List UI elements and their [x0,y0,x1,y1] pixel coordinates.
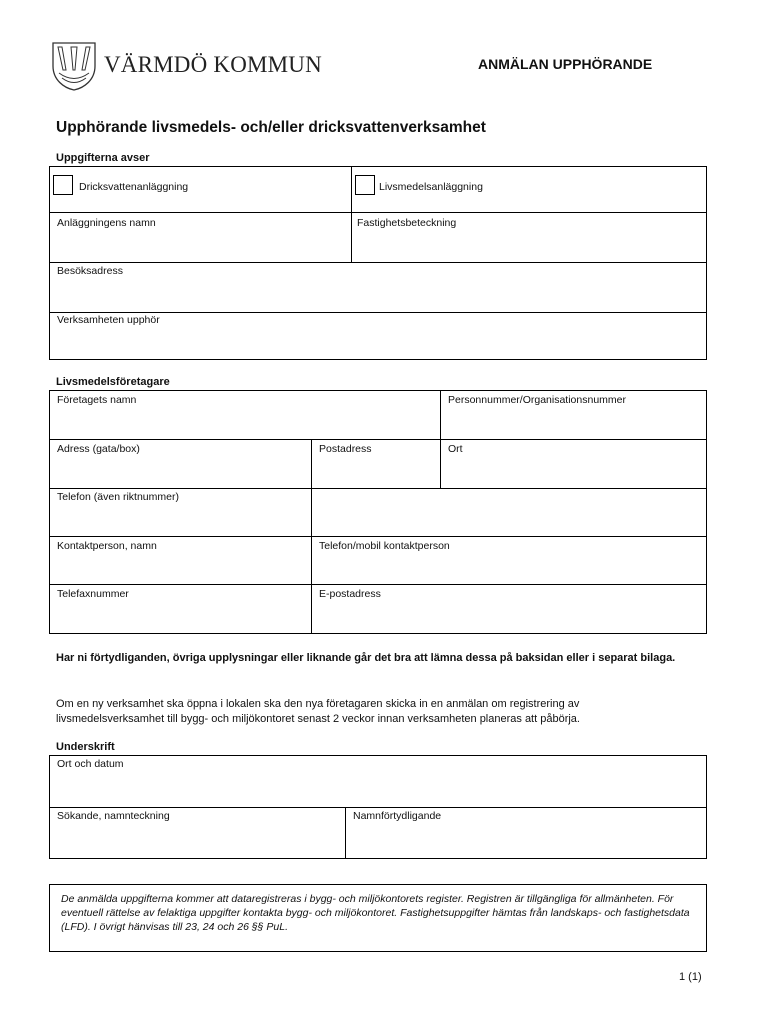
property-designation-field[interactable]: Fastighetsbeteckning [357,217,457,229]
id-number-field[interactable]: Personnummer/Organisationsnummer [448,394,626,406]
privacy-note: De anmälda uppgifterna kommer att dataregistreras i bygg- och miljökontorets register. Registren är tillgängliga för allmänheten. För eventuell rättelse av felaktiga uppgifter kontakta bygg- och miljökontoret. Fastighetsuppgifter hämtas från landskaps- och fastighetsdata (LFD). I övrigt hänvisas till 23, 24 och 26 §§ PuL. [61,893,690,933]
clarification-note: Har ni förtydliganden, övriga upplysningar eller liknande går det bra att lämna dessa på baksidan eller i separat bilaga. [56,652,676,664]
company-name-field[interactable]: Företagets namn [57,394,137,406]
drinking-water-checkbox[interactable] [53,175,73,195]
divider [49,536,707,537]
contact-person-field[interactable]: Kontaktperson, namn [57,540,157,552]
business-ends-field[interactable]: Verksamheten upphör [57,314,160,326]
name-clarification-field[interactable]: Namnförtydligande [353,810,442,822]
phone-field[interactable]: Telefon (även riktnummer) [57,491,179,503]
fax-field[interactable]: Telefaxnummer [57,588,129,600]
applicant-signature-field[interactable]: Sökande, namnteckning [57,810,170,822]
visiting-address-field[interactable]: Besöksadress [57,265,123,277]
details-box [49,166,707,360]
section-title-operator: Livsmedelsföretagare [56,376,170,388]
facility-name-field[interactable]: Anläggningens namn [57,217,156,229]
postal-address-field[interactable]: Postadress [319,443,372,455]
divider [345,807,346,859]
coat-of-arms-icon [50,40,98,92]
email-field[interactable]: E-postadress [319,588,381,600]
divider [351,212,352,262]
food-facility-label: Livsmedelsanläggning [379,181,483,193]
page-number: 1 (1) [679,971,702,983]
organization-name: VÄRMDÖ KOMMUN [104,52,322,77]
section-title-details: Uppgifterna avser [56,152,150,164]
document-title: ANMÄLAN UPPHÖRANDE [478,56,653,72]
divider [49,262,707,263]
info-paragraph: Om en ny verksamhet ska öppna i lokalen ska den nya företagaren skicka in en anmälan om registrering av livsmedelsverksamhet till bygg- och miljökontoret senast 2 veckor innan verksamheten planeras att påbörja. [56,698,580,725]
divider [49,312,707,313]
food-facility-checkbox[interactable] [355,175,375,195]
page-heading: Upphörande livsmedels- och/eller dricksvattenverksamhet [56,119,486,136]
contact-phone-field[interactable]: Telefon/mobil kontaktperson [319,540,450,552]
section-title-signature: Underskrift [56,741,115,753]
divider [49,584,707,585]
divider [49,807,707,808]
drinking-water-label: Dricksvattenanläggning [79,181,189,193]
divider [49,439,707,440]
divider [351,166,352,213]
divider [49,488,707,489]
city-field[interactable]: Ort [448,443,463,455]
divider [49,212,707,213]
address-field[interactable]: Adress (gata/box) [57,443,140,455]
place-date-field[interactable]: Ort och datum [57,758,124,770]
